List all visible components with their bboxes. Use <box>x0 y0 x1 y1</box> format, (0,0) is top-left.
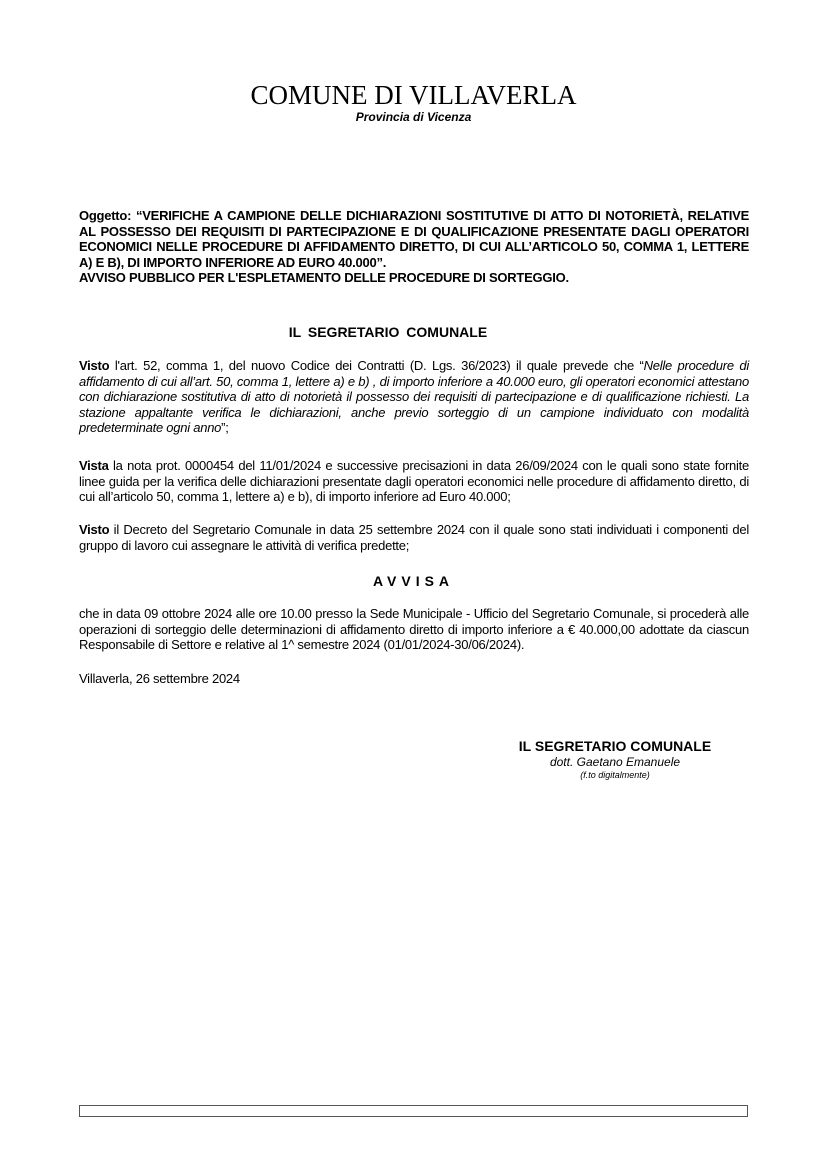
footer-box <box>79 1105 748 1117</box>
paragraph-visto-art52 <box>79 358 749 436</box>
signature-title: IL SEGRETARIO COMUNALE <box>518 738 712 754</box>
paragraph-lead: Visto <box>79 358 110 373</box>
paragraph-text: la nota prot. 0000454 del 11/01/2024 e successive precisazioni in data 26/09/2024 con le quali sono state fornite linee guida per la verifica delle dichiarazioni presentate dagli operatori economici nelle procedure di affidamento diretto, di cui all’articolo 50, comma 1, lettere a) e b), di importo inferiore ad Euro 40.000; <box>79 458 749 504</box>
paragraph-text: il Decreto del Segretario Comunale in data 25 settembre 2024 con il quale sono stati individuati i componenti del gruppo di lavoro cui assegnare le attività di verifica predette; <box>79 522 749 553</box>
province-subtitle: Provincia di Vicenza <box>355 110 472 124</box>
avvisa-heading: AVVISA <box>372 573 455 589</box>
paragraph-lead: Vista <box>79 458 109 473</box>
signature-name: dott. Gaetano Emanuele <box>549 755 681 769</box>
issuer-heading: IL SEGRETARIO COMUNALE <box>288 324 488 340</box>
paragraph-notice-body: che in data 09 ottobre 2024 alle ore 10.00 presso la Sede Municipale - Ufficio del Segretario Comunale, si procederà alle operazioni di sorteggio delle determinazioni di affidamento diretto di importo inferiore a € 40.000,00 adottate da ciascun Responsabile di Settore e relative al 1^ semestre 2024 (01/01/2024-30/06/2024). <box>79 606 749 652</box>
municipality-title: COMUNE DI VILLAVERLA <box>250 80 577 110</box>
paragraph-text: l'art. 52, comma 1, del nuovo Codice dei Contratti (D. Lgs. 36/2023) il quale prevede che “ <box>109 358 644 373</box>
place-date: Villaverla, 26 settembre 2024 <box>79 671 240 686</box>
paragraph-lead: Visto <box>79 522 110 537</box>
signature-note: (f.to digitalmente) <box>580 770 650 780</box>
subject-notice: AVVISO PUBBLICO PER L'ESPLETAMENTO DELLE PROCEDURE DI SORTEGGIO. <box>79 270 569 285</box>
paragraph-visto-decreto <box>79 522 749 553</box>
subject-text: Oggetto: “VERIFICHE A CAMPIONE DELLE DICHIARAZIONI SOSTITUTIVE DI ATTO DI NOTORIETÀ, RELATIVE AL POSSESSO DEI REQUISITI DI PARTECIPAZIONE E DI QUALIFICAZIONE PRESENTATE DAGLI OPERATORI ECONOMICI NELLE PROCEDURE DI AFFIDAMENTO DIRETTO, DI CUI ALL’ARTICOLO 50, COMMA 1, LETTERE A) E B), DI IMPORTO INFERIORE AD EURO 40.000”. <box>79 208 749 270</box>
paragraph-end: ”; <box>221 420 229 435</box>
paragraph-vista-nota <box>79 458 749 505</box>
paragraph-quote: Nelle procedure di affidamento di cui all’art. 50, comma 1, lettere a) e b) , di importo inferiore a 40.000 euro, gli operatori economici attestano con dichiarazione sostitutiva di atto di notorietà il possesso dei requisiti di partecipazione e di qualificazione richiesti. La stazione appaltante verifica le dichiarazioni, anche previo sorteggio di un campione individuato con modalità predeterminate ogni anno <box>79 358 749 435</box>
subject-block <box>79 208 749 286</box>
